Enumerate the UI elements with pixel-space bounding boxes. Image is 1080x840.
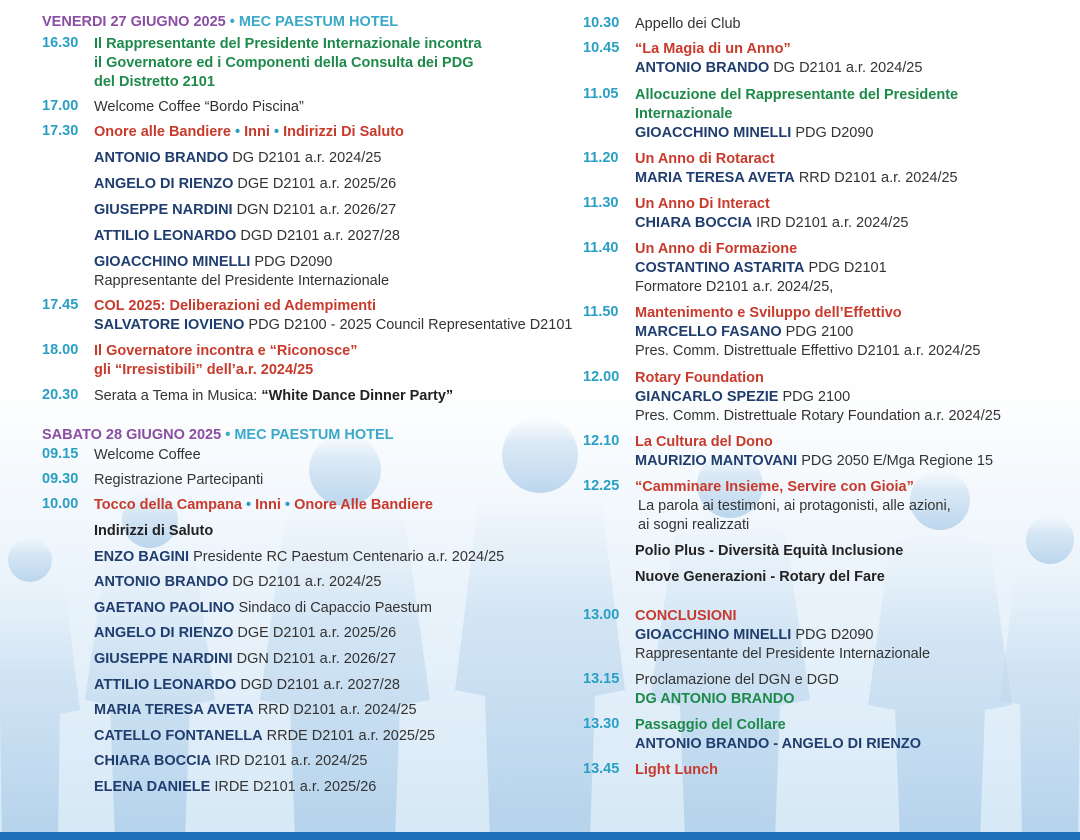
saturday-venue: MEC PAESTUM HOTEL [234, 427, 394, 443]
saturday-header: SABATO 28 GIUGNO 2025 • MEC PAESTUM HOTEL [42, 427, 394, 443]
friday-venue: MEC PAESTUM HOTEL [238, 14, 399, 30]
friday-header: VENERDI 27 GIUGNO 2025 • MEC PAESTUM HOTEL [42, 14, 399, 30]
friday-date: VENERDI 27 GIUGNO 2025 [42, 14, 226, 30]
bottom-blue-bar [0, 832, 1080, 840]
saturday-date: SABATO 28 GIUGNO 2025 [42, 427, 222, 443]
